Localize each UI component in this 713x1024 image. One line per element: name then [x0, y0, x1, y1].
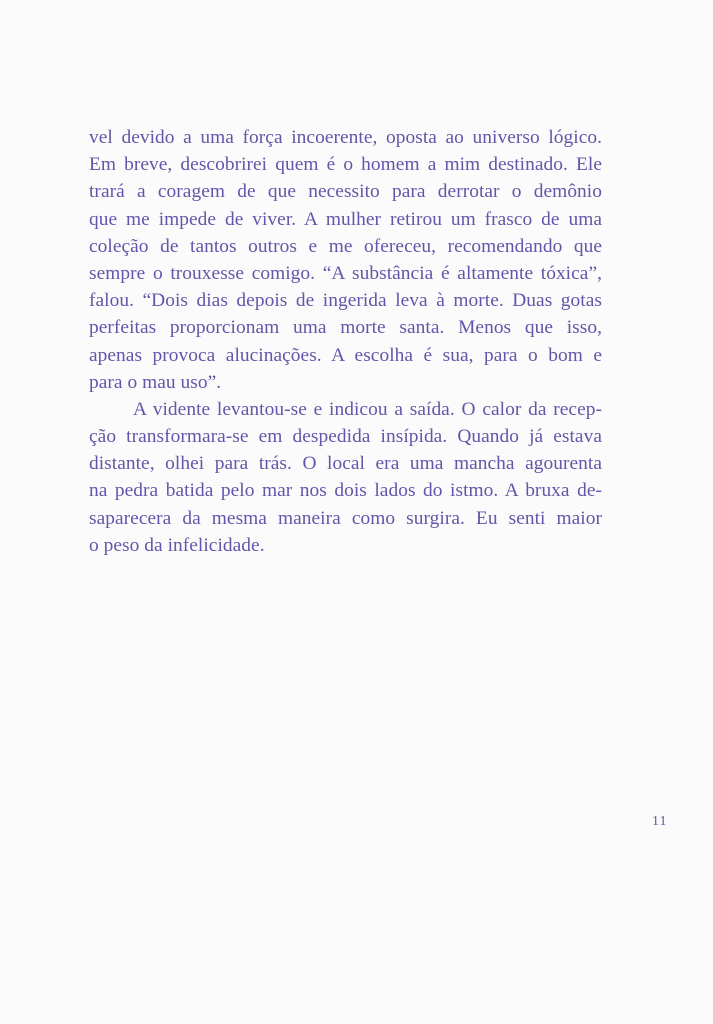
- text-line: na pedra batida pelo mar nos dois lados do istmo. A bruxa de-: [89, 480, 602, 502]
- text-line: falou. “Dois dias depois de ingerida leva à morte. Duas gotas: [89, 290, 602, 312]
- text-line: vel devido a uma força incoerente, oposta ao universo lógico.: [89, 127, 602, 148]
- page-number: 11: [652, 814, 668, 829]
- body-text: [89, 124, 602, 559]
- text-line: ção transformara-se em despedida insípida. Quando já estava: [89, 426, 602, 448]
- text-line: saparecera da mesma maneira como surgira. Eu senti maior: [89, 507, 602, 529]
- text-line: o peso da infelicidade.: [89, 534, 265, 556]
- text-line: para o mau uso”.: [89, 371, 222, 393]
- text-line: perfeitas proporcionam uma morte santa. Menos que isso,: [89, 317, 602, 339]
- text-line: coleção de tantos outros e me ofereceu, recomendando que: [89, 235, 602, 257]
- paragraph: [89, 124, 602, 396]
- text-line: apenas provoca alucinações. A escolha é sua, para o bom e: [89, 344, 602, 366]
- text-line: sempre o trouxesse comigo. “A substância é altamente tóxica”,: [89, 262, 602, 284]
- text-line: trará a coragem de que necessito para derrotar o demônio: [89, 181, 602, 203]
- text-line: que me impede de viver. A mulher retirou um frasco de uma: [89, 208, 602, 230]
- text-line: Em breve, descobrirei quem é o homem a mim destinado. Ele: [89, 154, 602, 176]
- paragraph: [89, 396, 602, 559]
- text-line: A vidente levantou-se e indicou a saída. O calor da recep-: [133, 398, 602, 420]
- text-line: distante, olhei para trás. O local era uma mancha agourenta: [89, 453, 602, 475]
